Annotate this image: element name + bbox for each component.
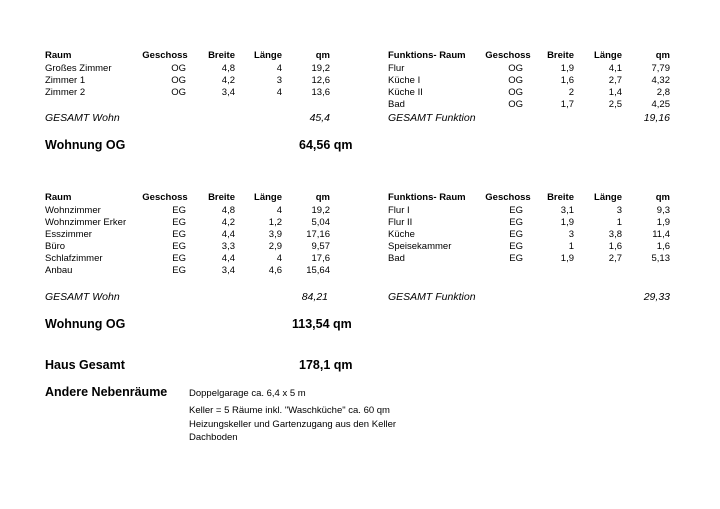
- cell-geschoss: OG: [508, 99, 523, 110]
- col-header-breite: Breite: [208, 50, 235, 61]
- summary-label: Wohnung OG: [45, 317, 126, 331]
- summary-value: 64,56 qm: [299, 138, 353, 152]
- cell-qm: 7,79: [651, 63, 670, 74]
- cell-raum: Bad: [388, 253, 405, 264]
- total-wohn-value: 84,21: [301, 291, 328, 303]
- cell-laenge: 4: [276, 205, 282, 216]
- cell-breite: 1,7: [560, 99, 574, 110]
- nebenraeume-line: Doppelgarage ca. 6,4 x 5 m: [189, 388, 306, 399]
- cell-breite: 3: [568, 229, 574, 240]
- cell-raum: Schlafzimmer: [45, 253, 103, 264]
- summary-label: Wohnung OG: [45, 138, 126, 152]
- cell-qm: 15,64: [306, 265, 330, 276]
- cell-laenge: 1,2: [268, 217, 282, 228]
- cell-breite: 1,6: [560, 75, 574, 86]
- cell-raum: Küche I: [388, 75, 421, 86]
- cell-qm: 1,9: [656, 217, 670, 228]
- cell-breite: 1,9: [560, 217, 574, 228]
- col-header-geschoss: Geschoss: [485, 192, 531, 203]
- cell-laenge: 1: [616, 217, 622, 228]
- cell-geschoss: EG: [172, 217, 186, 228]
- cell-raum: Flur: [388, 63, 405, 74]
- cell-laenge: 3,8: [608, 229, 622, 240]
- cell-qm: 4,25: [651, 99, 670, 110]
- nebenraeume-label: Andere Nebenräume: [45, 385, 168, 399]
- cell-raum: Wohnzimmer: [45, 205, 101, 216]
- cell-breite: 4,2: [221, 75, 235, 86]
- col-header-breite: Breite: [547, 192, 574, 203]
- cell-geschoss: EG: [509, 241, 523, 252]
- col-header-geschoss: Geschoss: [142, 192, 188, 203]
- cell-laenge: 3: [276, 75, 282, 86]
- col-header-laenge: Länge: [254, 192, 282, 203]
- total-wohn-value: 45,4: [309, 112, 330, 124]
- cell-geschoss: EG: [172, 229, 186, 240]
- col-header-laenge: Länge: [594, 50, 622, 61]
- col-header-qm: qm: [315, 50, 330, 61]
- cell-breite: 3,3: [221, 241, 235, 252]
- col-header-qm: qm: [655, 50, 670, 61]
- haus-gesamt-label: Haus Gesamt: [45, 358, 125, 372]
- cell-geschoss: EG: [509, 217, 523, 228]
- total-funktion-value: 29,33: [643, 291, 670, 303]
- cell-breite: 1,9: [560, 63, 574, 74]
- cell-raum: Flur I: [388, 205, 410, 216]
- cell-raum: Wohnzimmer Erker: [45, 217, 127, 228]
- cell-geschoss: OG: [508, 63, 523, 74]
- cell-laenge: 4: [276, 87, 282, 98]
- cell-raum: Zimmer 2: [45, 87, 86, 98]
- cell-qm: 4,32: [651, 75, 670, 86]
- cell-breite: 4,8: [221, 63, 235, 74]
- col-header-breite: Breite: [208, 192, 235, 203]
- cell-qm: 9,3: [656, 205, 670, 216]
- cell-breite: 4,4: [221, 229, 235, 240]
- cell-qm: 9,57: [311, 241, 330, 252]
- col-header-raum: Raum: [45, 50, 72, 61]
- cell-laenge: 4,6: [268, 265, 282, 276]
- cell-laenge: 1,6: [608, 241, 622, 252]
- total-wohn-label: GESAMT Wohn: [45, 291, 120, 303]
- cell-geschoss: EG: [172, 265, 186, 276]
- cell-laenge: 3,9: [268, 229, 282, 240]
- total-funktion-label: GESAMT Funktion: [388, 291, 476, 303]
- cell-laenge: 4,1: [608, 63, 622, 74]
- cell-raum: Esszimmer: [45, 229, 92, 240]
- cell-breite: 3,1: [560, 205, 574, 216]
- col-header-geschoss: Geschoss: [142, 50, 188, 61]
- cell-raum: Küche: [388, 229, 415, 240]
- col-header-breite: Breite: [547, 50, 574, 61]
- cell-geschoss: EG: [172, 253, 186, 264]
- col-header-laenge: Länge: [254, 50, 282, 61]
- cell-breite: 4,2: [221, 217, 235, 228]
- cell-qm: 11,4: [652, 229, 670, 240]
- cell-breite: 3,4: [221, 265, 235, 276]
- nebenraeume-line: Dachboden: [189, 432, 238, 443]
- cell-breite: 4,4: [221, 253, 235, 264]
- cell-laenge: 2,5: [608, 99, 622, 110]
- cell-raum: Büro: [45, 241, 66, 252]
- cell-breite: 1,9: [560, 253, 574, 264]
- cell-raum: Speisekammer: [388, 241, 452, 252]
- cell-geschoss: OG: [171, 75, 186, 86]
- col-header-qm: qm: [655, 192, 670, 203]
- total-funktion-label: GESAMT Funktion: [388, 112, 476, 124]
- col-header-raum: Raum: [45, 192, 72, 203]
- cell-laenge: 2,9: [268, 241, 282, 252]
- cell-raum: Großes Zimmer: [45, 63, 112, 74]
- cell-geschoss: EG: [509, 205, 523, 216]
- col-header-qm: qm: [315, 192, 330, 203]
- cell-qm: 17,6: [311, 253, 330, 264]
- cell-laenge: 1,4: [608, 87, 622, 98]
- nebenraeume-line: Keller = 5 Räume inkl. "Waschküche" ca. 60 qm: [189, 405, 390, 416]
- cell-raum: Zimmer 1: [45, 75, 86, 86]
- total-wohn-label: GESAMT Wohn: [45, 112, 120, 124]
- col-header-funktions-raum: Funktions- Raum: [388, 192, 466, 203]
- cell-qm: 2,8: [656, 87, 670, 98]
- cell-geschoss: OG: [508, 87, 523, 98]
- cell-laenge: 4: [276, 253, 282, 264]
- cell-geschoss: OG: [171, 63, 186, 74]
- cell-geschoss: EG: [172, 241, 186, 252]
- total-funktion-value: 19,16: [643, 112, 670, 124]
- cell-geschoss: OG: [171, 87, 186, 98]
- cell-breite: 3,4: [221, 87, 235, 98]
- cell-qm: 1,6: [656, 241, 670, 252]
- cell-qm: 17,16: [306, 229, 330, 240]
- cell-qm: 5,13: [651, 253, 670, 264]
- cell-geschoss: EG: [509, 229, 523, 240]
- cell-qm: 5,04: [311, 217, 330, 228]
- cell-laenge: 2,7: [608, 75, 622, 86]
- cell-laenge: 2,7: [608, 253, 622, 264]
- cell-raum: Flur II: [388, 217, 413, 228]
- cell-breite: 1: [568, 241, 574, 252]
- cell-geschoss: EG: [172, 205, 186, 216]
- cell-breite: 4,8: [221, 205, 235, 216]
- cell-qm: 19,2: [311, 205, 330, 216]
- col-header-geschoss: Geschoss: [485, 50, 531, 61]
- cell-geschoss: OG: [508, 75, 523, 86]
- nebenraeume-line: Heizungskeller und Gartenzugang aus den Keller: [189, 419, 397, 430]
- cell-breite: 2: [568, 87, 574, 98]
- cell-geschoss: EG: [509, 253, 523, 264]
- cell-raum: Bad: [388, 99, 405, 110]
- summary-value: 113,54 qm: [292, 317, 352, 331]
- haus-gesamt-value: 178,1 qm: [299, 358, 353, 372]
- cell-raum: Küche II: [388, 87, 423, 98]
- cell-qm: 13,6: [311, 87, 330, 98]
- cell-laenge: 3: [616, 205, 622, 216]
- cell-laenge: 4: [276, 63, 282, 74]
- col-header-laenge: Länge: [594, 192, 622, 203]
- col-header-funktions-raum: Funktions- Raum: [388, 50, 466, 61]
- cell-qm: 19,2: [311, 63, 330, 74]
- cell-qm: 12,6: [311, 75, 330, 86]
- cell-raum: Anbau: [45, 265, 73, 276]
